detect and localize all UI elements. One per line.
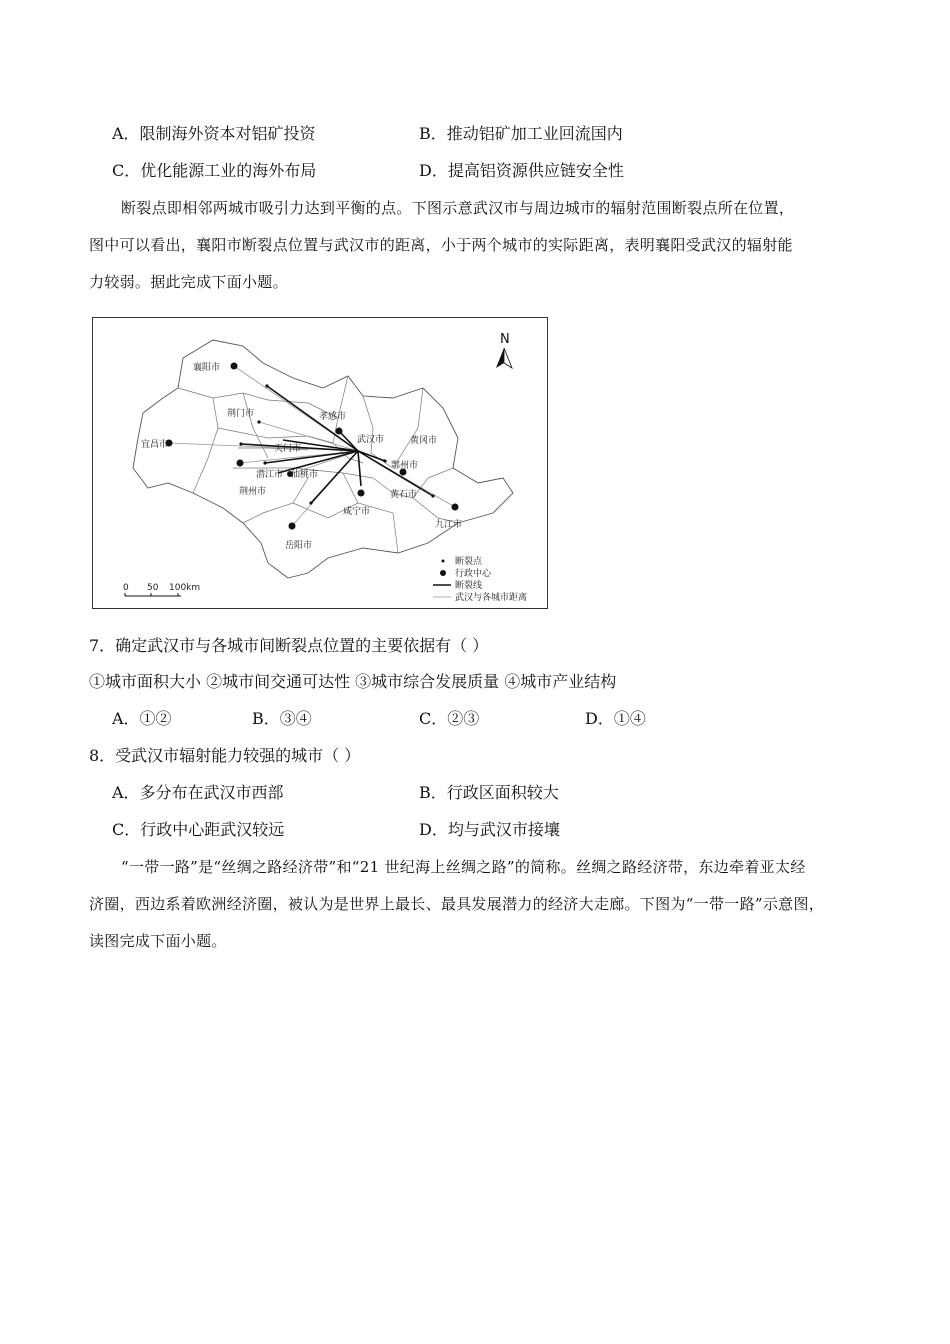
label-qianjiang: 潜江市	[256, 470, 284, 480]
label-jiujiang: 九江市	[435, 520, 463, 530]
q8-option-b: B．行政区面积较大	[419, 783, 559, 802]
intro1-line2: 图中可以看出，襄阳市断裂点位置与武汉市的距离，小于两个城市的实际距离，表明襄阳受武汉的辐射能	[89, 236, 793, 254]
q6-option-d: D．提高铝资源供应链安全性	[419, 161, 624, 180]
admin-center-xiangyang	[231, 363, 238, 370]
svg-text:0: 0	[123, 583, 129, 593]
label-xiaogan: 孝感市	[319, 412, 347, 422]
wuhan-break-point-map	[92, 317, 548, 609]
q8-option-c: C．行政中心距武汉较远	[112, 820, 285, 839]
label-jingzhou: 荆州市	[239, 487, 267, 497]
intro2-line1: “一带一路”是“丝绸之路经济带”和“21 世纪海上丝绸之路”的简称。丝绸之路经济带，东边牵着亚太经	[121, 858, 806, 876]
label-huanggang: 黄冈市	[410, 436, 438, 446]
q8-option-a: A．多分布在武汉市西部	[112, 783, 284, 802]
label-xiantao: 仙桃市	[291, 470, 319, 480]
q8-option-d: D．均与武汉市接壤	[419, 820, 560, 839]
legend	[433, 555, 527, 603]
q7-stem: 7．确定武汉市与各城市间断裂点位置的主要依据有（ ）	[89, 636, 489, 655]
intro2-line3: 读图完成下面小题。	[89, 932, 227, 950]
svg-text:50: 50	[147, 583, 159, 593]
admin-center-xianning	[358, 490, 365, 497]
intro1-line1: 断裂点即相邻两城市吸引力达到平衡的点。下图示意武汉市与周边城市的辐射范围断裂点所在位置，	[121, 199, 795, 217]
intro2-line2: 济圈，西边系着欧洲经济圈，被认为是世界上最长、最具发展潜力的经济大走廊。下图为“一带一路”示意图，	[89, 895, 825, 913]
admin-center-yueyang	[289, 523, 296, 530]
label-yichang: 宜昌市	[141, 440, 169, 450]
label-wuhan: 武汉市	[357, 435, 385, 445]
legend-break-point: 断裂点	[455, 557, 483, 567]
label-yueyang: 岳阳市	[285, 541, 313, 551]
svg-text:N: N	[500, 332, 510, 347]
svg-text:100km: 100km	[169, 583, 201, 593]
legend-break-line: 断裂线	[455, 581, 483, 591]
q7-option-c: C．②③	[419, 709, 480, 728]
label-ezhou: 鄂州市	[391, 461, 419, 471]
label-jingmen: 荆门市	[227, 409, 255, 419]
label-tianmen: 天门市	[274, 444, 302, 454]
q8-stem: 8．受武汉市辐射能力较强的城市（ ）	[89, 746, 361, 765]
region-outline	[133, 340, 513, 578]
label-xianning: 咸宁市	[343, 507, 371, 517]
intro1-line3: 力较弱。据此完成下面小题。	[89, 273, 288, 291]
admin-center-jingzhou	[237, 460, 244, 467]
legend-admin-center: 行政中心	[455, 569, 492, 579]
q6-option-a: A．限制海外资本对铝矿投资	[112, 124, 316, 143]
north-arrow-icon	[496, 332, 512, 368]
admin-center-jiujiang	[452, 504, 459, 511]
q7-option-b: B．③④	[252, 709, 312, 728]
q7-option-d: D．①④	[585, 709, 646, 728]
q6-option-b: B．推动铝矿加工业回流国内	[419, 124, 623, 143]
label-xiangyang: 襄阳市	[193, 363, 221, 373]
legend-distance: 武汉与各城市距离	[455, 593, 528, 603]
label-huangshi: 黄石市	[390, 490, 418, 500]
q7-option-a: A．①②	[112, 709, 172, 728]
q7-items: ①城市面积大小 ②城市间交通可达性 ③城市综合发展质量 ④城市产业结构	[89, 672, 617, 691]
scale-bar	[123, 583, 200, 596]
admin-center-xiaogan	[336, 428, 343, 435]
q6-option-c: C．优化能源工业的海外布局	[112, 161, 317, 180]
